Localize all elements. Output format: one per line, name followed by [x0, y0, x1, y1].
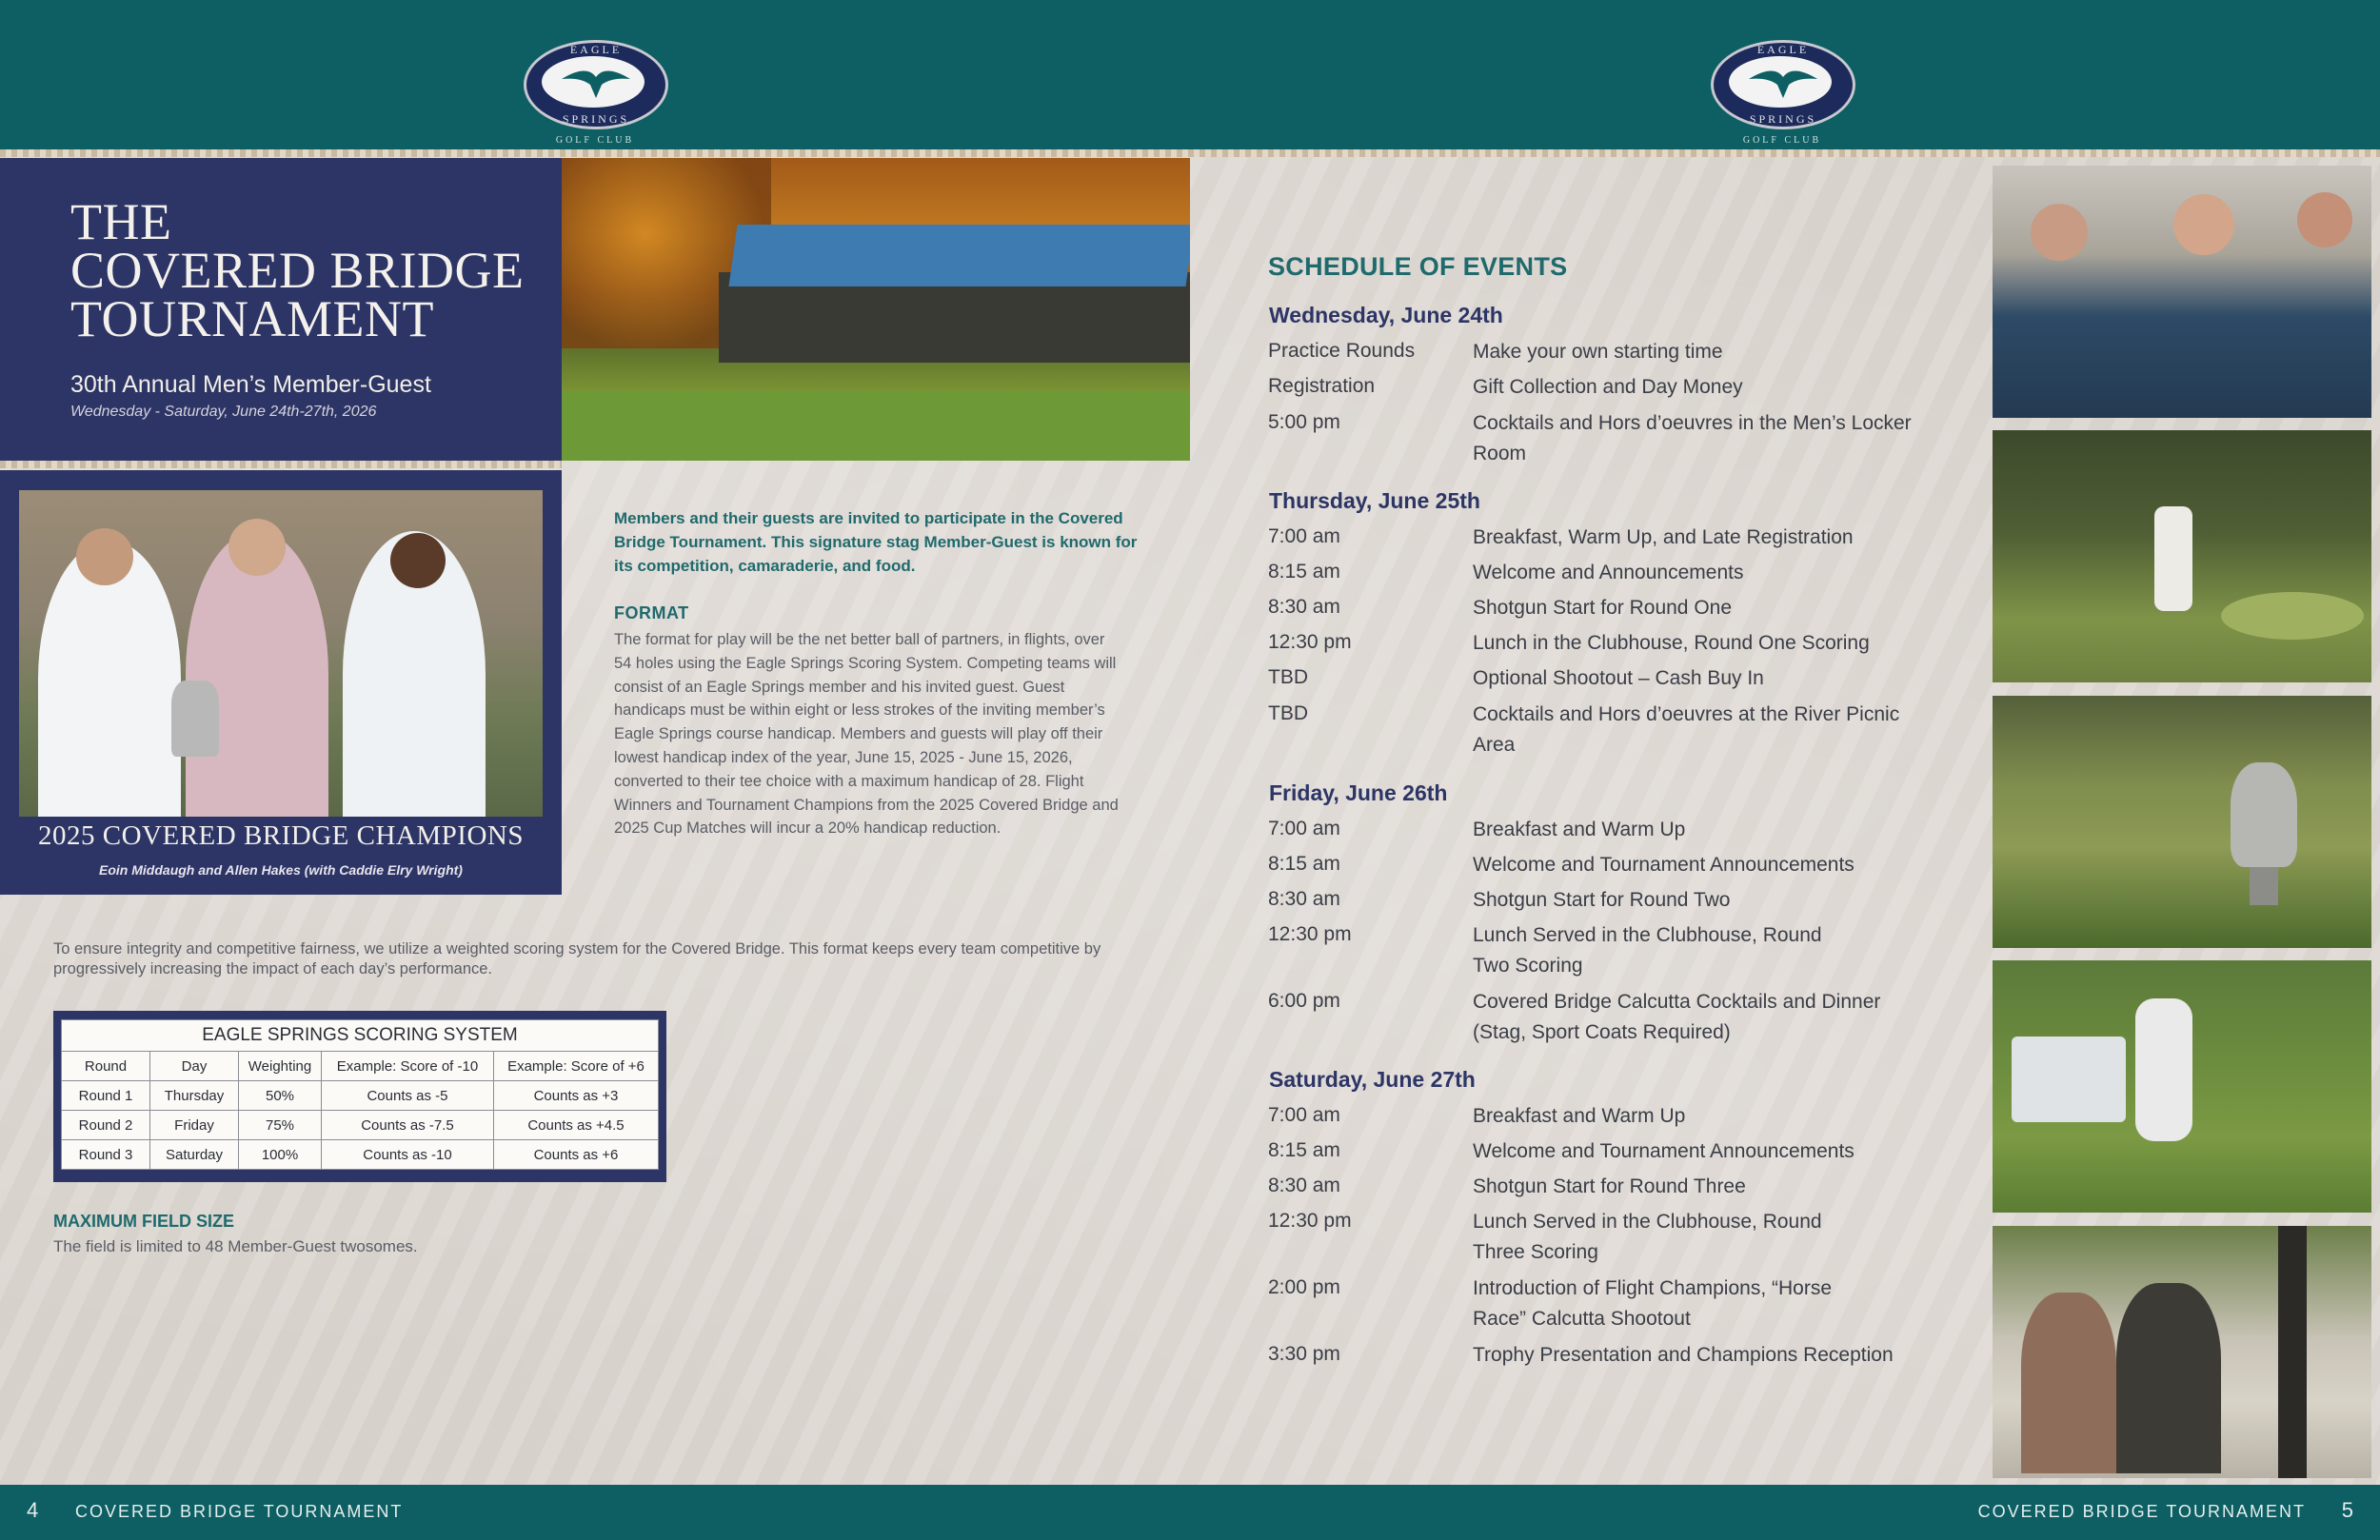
title-panel-rule: [0, 461, 562, 468]
event-description: Breakfast and Warm Up: [1473, 819, 1686, 840]
event-time: TBD: [1268, 702, 1308, 724]
logo-top-word: EAGLE: [1756, 43, 1810, 56]
clubhouse-gathering-photo: [1993, 166, 2371, 418]
schedule-title: SCHEDULE OF EVENTS: [1268, 252, 1568, 281]
champions-photo: [19, 490, 543, 817]
format-heading: FORMAT: [614, 603, 689, 622]
table-header: Day: [150, 1052, 239, 1081]
event-time: TBD: [1268, 666, 1308, 688]
table-header: Round: [62, 1052, 150, 1081]
trophy-on-green-photo: [1993, 696, 2371, 948]
day-heading: Thursday, June 25th: [1269, 488, 1480, 513]
header-band: [0, 0, 2380, 149]
intro-text: Members and their guests are invited to participate in the Covered Bridge Tournament. This signature stag Member-Guest is known for its competition, camaraderie, and food.: [614, 509, 1138, 575]
table-cell: Saturday: [150, 1140, 239, 1170]
tournament-subtitle: 30th Annual Men’s Member-Guest: [70, 371, 431, 398]
event-description: Welcome and Announcements: [1473, 562, 1744, 583]
event-time: 7:00 am: [1268, 818, 1340, 839]
logo-bottom-word: SPRINGS: [562, 112, 630, 126]
event-time: 2:00 pm: [1268, 1276, 1340, 1298]
table-header: Weighting: [239, 1052, 322, 1081]
format-body: The format for play will be the net better ball of partners, in flights, over 54 holes using the Eagle Springs Scoring System. Competing teams will consist of an Eagle Springs member and his invited guest. Guest handicaps must be within eight or less strokes of the inviting member’s Eagle Springs course handicap. Members and guests will play off their lowest handicap index of the year, June 15, 2025 - June 15, 2026, converted to their tee choice with a maximum handicap of 28. Flight Winners and Tournament Champions from the 2025 Covered Bridge and 2025 Cup Matches will incur a 20% handicap reduction.: [614, 631, 1119, 838]
event-description: Shotgun Start for Round One: [1473, 597, 1733, 619]
event-description: Breakfast and Warm Up: [1473, 1105, 1686, 1127]
event-time: 12:30 pm: [1268, 631, 1352, 653]
table-header: Example: Score of -10: [322, 1052, 494, 1081]
champions-caption: Eoin Middaugh and Allen Hakes (with Caddie Elry Wright): [99, 862, 463, 878]
club-logo-right: [1711, 40, 1854, 145]
table-cell: Round 1: [62, 1081, 150, 1111]
event-description: Cocktails and Hors d’oeuvres in the Men’s Locker Room: [1473, 412, 1912, 464]
event-description: Introduction of Flight Champions, “Horse Race” Calcutta Shootout: [1473, 1277, 1833, 1330]
event-description: Welcome and Tournament Announcements: [1473, 1140, 1854, 1162]
table-row: [62, 1081, 659, 1111]
golfer-celebration-photo: [1993, 430, 2371, 682]
event-description: Trophy Presentation and Champions Reception: [1473, 1344, 1894, 1366]
page-number-right: 5: [2341, 1498, 2353, 1522]
event-description: Shotgun Start for Round Three: [1473, 1175, 1746, 1197]
footer-title-left: COVERED BRIDGE TOURNAMENT: [75, 1502, 404, 1521]
table-cell: Counts as +3: [494, 1081, 659, 1111]
event-time: 12:30 pm: [1268, 1210, 1352, 1232]
event-time: 5:00 pm: [1268, 411, 1340, 433]
tournament-title: THE COVERED BRIDGE TOURNAMENT: [70, 193, 525, 347]
table-cell: Counts as +4.5: [494, 1111, 659, 1140]
table-row: [62, 1111, 659, 1140]
event-description: Covered Bridge Calcutta Cocktails and Dinner (Stag, Sport Coats Required): [1473, 991, 1881, 1043]
max-field-heading: MAXIMUM FIELD SIZE: [53, 1212, 234, 1231]
event-description: Breakfast, Warm Up, and Late Registration: [1473, 526, 1854, 548]
table-cell: 50%: [239, 1081, 322, 1111]
max-field-body: The field is limited to 48 Member-Guest twosomes.: [53, 1237, 418, 1255]
clubhouse-patio-photo: [1993, 1226, 2371, 1478]
club-logo-left: [524, 40, 666, 145]
scoring-table-caption: EAGLE SPRINGS SCORING SYSTEM: [62, 1020, 659, 1052]
event-time: 7:00 am: [1268, 1104, 1340, 1126]
event-time: 8:30 am: [1268, 888, 1340, 910]
champions-title: 2025 COVERED BRIDGE CHAMPIONS: [38, 820, 524, 851]
page-number-left: 4: [27, 1498, 39, 1522]
header-rule: [0, 149, 2380, 157]
scoring-table: [61, 1019, 659, 1170]
event-description: Lunch in the Clubhouse, Round One Scoring: [1473, 632, 1870, 654]
event-time: 6:00 pm: [1268, 990, 1340, 1012]
day-heading: Wednesday, June 24th: [1269, 303, 1503, 327]
day-heading: Saturday, June 27th: [1269, 1067, 1476, 1092]
event-time: 7:00 am: [1268, 525, 1340, 547]
event-description: Make your own starting time: [1473, 341, 1723, 363]
event-description: Cocktails and Hors d’oeuvres at the River Picnic Area: [1473, 703, 1900, 756]
event-description: Lunch Served in the Clubhouse, Round Three Scoring: [1473, 1211, 1822, 1263]
event-description: Welcome and Tournament Announcements: [1473, 854, 1854, 876]
logo-top-word: EAGLE: [569, 43, 623, 56]
table-cell: Counts as -5: [322, 1081, 494, 1111]
covered-bridge-photo: [562, 158, 1190, 461]
logo-seal: [524, 40, 668, 129]
event-time: Practice Rounds: [1268, 340, 1416, 362]
table-row: [62, 1140, 659, 1170]
table-cell: Thursday: [150, 1081, 239, 1111]
event-time: 8:30 am: [1268, 596, 1340, 618]
logo-seal: [1711, 40, 1855, 129]
integrity-text: To ensure integrity and competitive fairness, we utilize a weighted scoring system for the Covered Bridge. This format keeps every team competitive by progressively increasing the impact of each day’s performance.: [53, 940, 1101, 977]
event-description: Optional Shootout – Cash Buy In: [1473, 667, 1764, 689]
event-time: 8:15 am: [1268, 1139, 1340, 1161]
table-cell: Round 3: [62, 1140, 150, 1170]
table-cell: Counts as -7.5: [322, 1111, 494, 1140]
golfer-swing-photo: [1993, 960, 2371, 1213]
table-cell: 75%: [239, 1111, 322, 1140]
day-heading: Friday, June 26th: [1269, 780, 1448, 805]
event-description: Shotgun Start for Round Two: [1473, 889, 1731, 911]
logo-subtitle: GOLF CLUB: [555, 135, 635, 146]
tournament-dates: Wednesday - Saturday, June 24th-27th, 2026: [70, 404, 377, 420]
table-cell: Friday: [150, 1111, 239, 1140]
logo-bottom-word: SPRINGS: [1749, 112, 1817, 126]
eagle-icon: [1745, 60, 1821, 106]
event-time: 3:30 pm: [1268, 1343, 1340, 1365]
table-cell: Round 2: [62, 1111, 150, 1140]
event-time: 8:15 am: [1268, 561, 1340, 582]
table-cell: Counts as -10: [322, 1140, 494, 1170]
event-time: 8:30 am: [1268, 1175, 1340, 1196]
event-description: Gift Collection and Day Money: [1473, 376, 1743, 398]
table-header: Example: Score of +6: [494, 1052, 659, 1081]
event-time: Registration: [1268, 375, 1376, 397]
eagle-icon: [558, 60, 634, 106]
logo-subtitle: GOLF CLUB: [1742, 135, 1822, 146]
event-description: Lunch Served in the Clubhouse, Round Two Scoring: [1473, 924, 1822, 977]
event-time: 8:15 am: [1268, 853, 1340, 875]
event-time: 12:30 pm: [1268, 923, 1352, 945]
footer-title-right: COVERED BRIDGE TOURNAMENT: [1977, 1502, 2306, 1521]
table-cell: 100%: [239, 1140, 322, 1170]
table-cell: Counts as +6: [494, 1140, 659, 1170]
